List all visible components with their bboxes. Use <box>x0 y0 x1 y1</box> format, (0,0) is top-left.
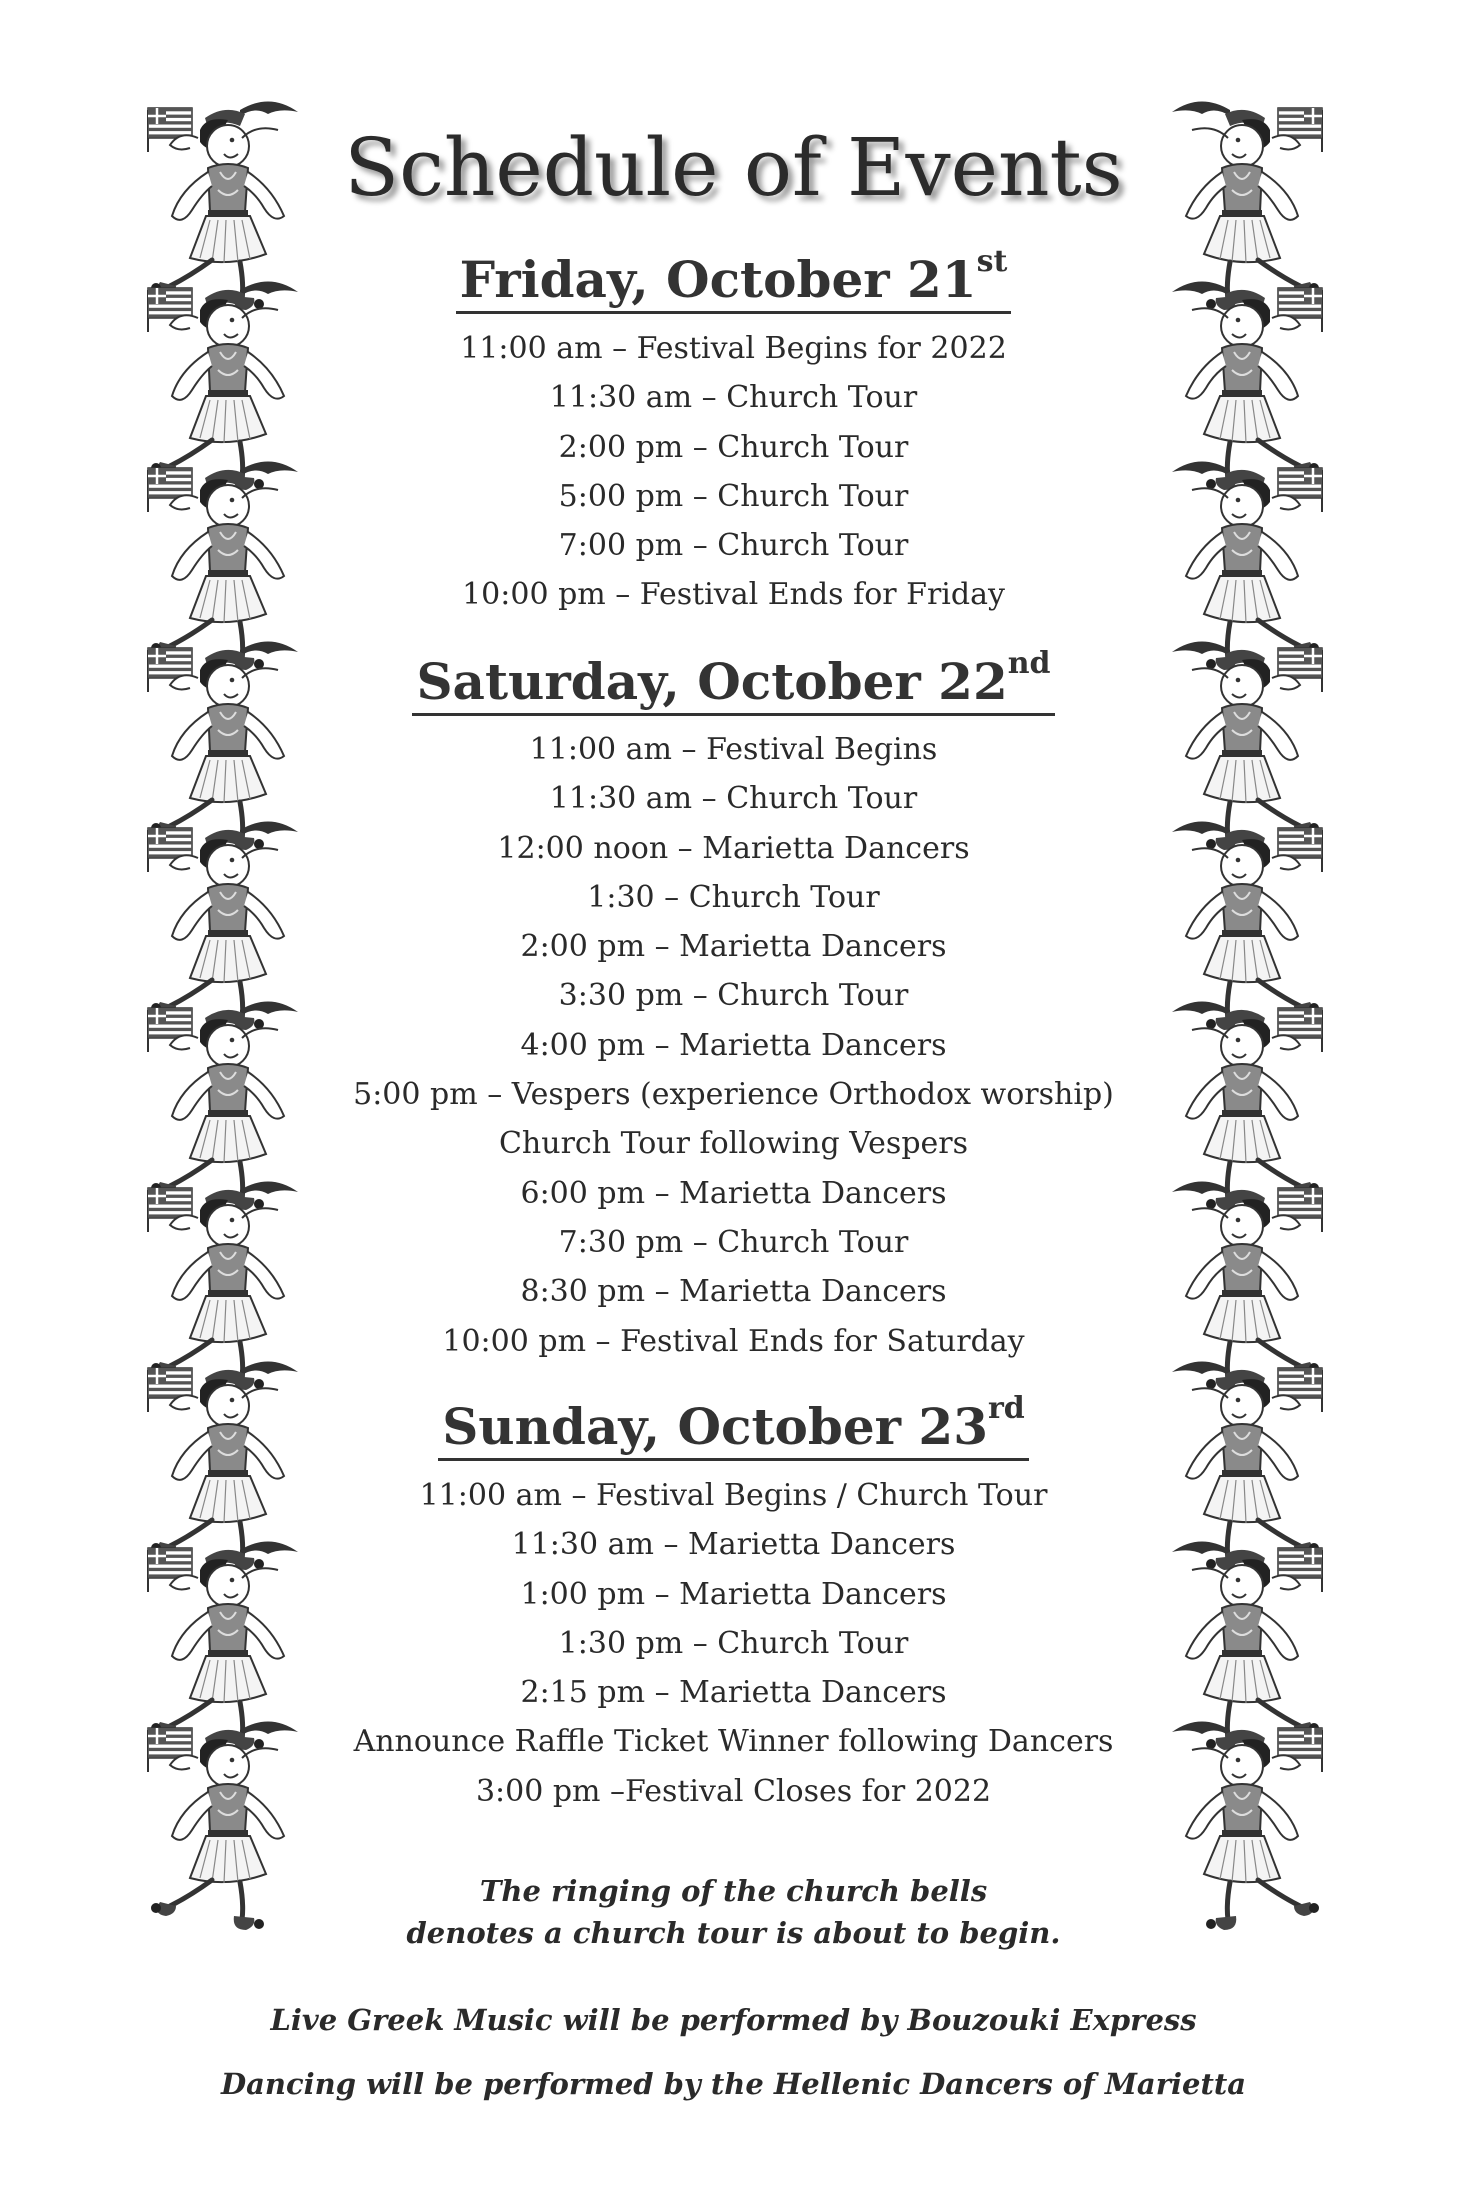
list-item: 4:00 pm – Marietta Dancers <box>520 1027 947 1063</box>
list-item: 11:30 am – Church Tour <box>549 781 918 817</box>
day-heading-text: Saturday, October 22 <box>416 652 1008 711</box>
dancing-note: Dancing will be performed by the Hellenic Dancers of Marietta <box>220 2067 1247 2101</box>
list-item: 2:15 pm – Marietta Dancers <box>520 1675 947 1711</box>
day-heading-friday <box>0 244 1467 310</box>
list-item: 10:00 pm – Festival Ends for Saturday <box>442 1323 1025 1359</box>
friday-events-list <box>0 324 1467 620</box>
list-item: 11:00 am – Festival Begins <box>529 732 938 767</box>
day-heading-text: Sunday, October 23 <box>442 1397 988 1456</box>
list-item: 8:30 pm – Marietta Dancers <box>520 1274 947 1310</box>
list-item: 7:00 pm – Church Tour <box>558 528 909 564</box>
list-item: 1:30 pm – Church Tour <box>558 1625 909 1661</box>
list-item: 1:00 pm – Marietta Dancers <box>520 1576 947 1612</box>
list-item: 10:00 pm – Festival Ends for Friday <box>462 577 1005 613</box>
list-item: 2:00 pm – Marietta Dancers <box>520 929 947 965</box>
list-item: 1:30 – Church Tour <box>587 879 880 915</box>
saturday-events-list <box>0 725 1467 1366</box>
bells-note-line-2: denotes a church tour is about to begin. <box>406 1916 1061 1950</box>
list-item: 3:00 pm –Festival Closes for 2022 <box>475 1773 992 1809</box>
list-item: 6:00 pm – Marietta Dancers <box>520 1175 947 1211</box>
music-note: Live Greek Music will be performed by Bouzouki Express <box>270 2003 1197 2037</box>
bells-note-line-1: The ringing of the church bells <box>479 1874 988 1908</box>
list-item: Announce Raffle Ticket Winner following Dancers <box>353 1724 1114 1760</box>
list-item: 11:30 am – Marietta Dancers <box>511 1527 956 1563</box>
list-item: 11:00 am – Festival Begins for 2022 <box>460 331 1007 366</box>
list-item: 11:30 am – Church Tour <box>549 380 918 416</box>
day-ordinal-suffix: nd <box>1007 646 1051 681</box>
list-item: 12:00 noon – Marietta Dancers <box>497 830 970 866</box>
page-title: Schedule of Events <box>344 121 1123 214</box>
list-item: Church Tour following Vespers <box>498 1126 969 1162</box>
day-heading-sunday <box>0 1391 1467 1457</box>
list-item: 5:00 pm – Church Tour <box>558 478 909 514</box>
list-item: 5:00 pm – Vespers (experience Orthodox worship) <box>353 1077 1114 1113</box>
bells-note <box>0 1870 1467 1954</box>
sunday-events-list <box>0 1471 1467 1816</box>
day-ordinal-suffix: st <box>976 244 1008 279</box>
list-item: 2:00 pm – Church Tour <box>558 429 909 465</box>
list-item: 11:00 am – Festival Begins / Church Tour <box>419 1478 1048 1513</box>
day-ordinal-suffix: rd <box>988 1391 1025 1426</box>
day-heading-text: Friday, October 21 <box>459 250 977 309</box>
list-item: 7:30 pm – Church Tour <box>558 1224 909 1260</box>
day-heading-saturday <box>0 646 1467 712</box>
list-item: 3:30 pm – Church Tour <box>558 978 909 1014</box>
